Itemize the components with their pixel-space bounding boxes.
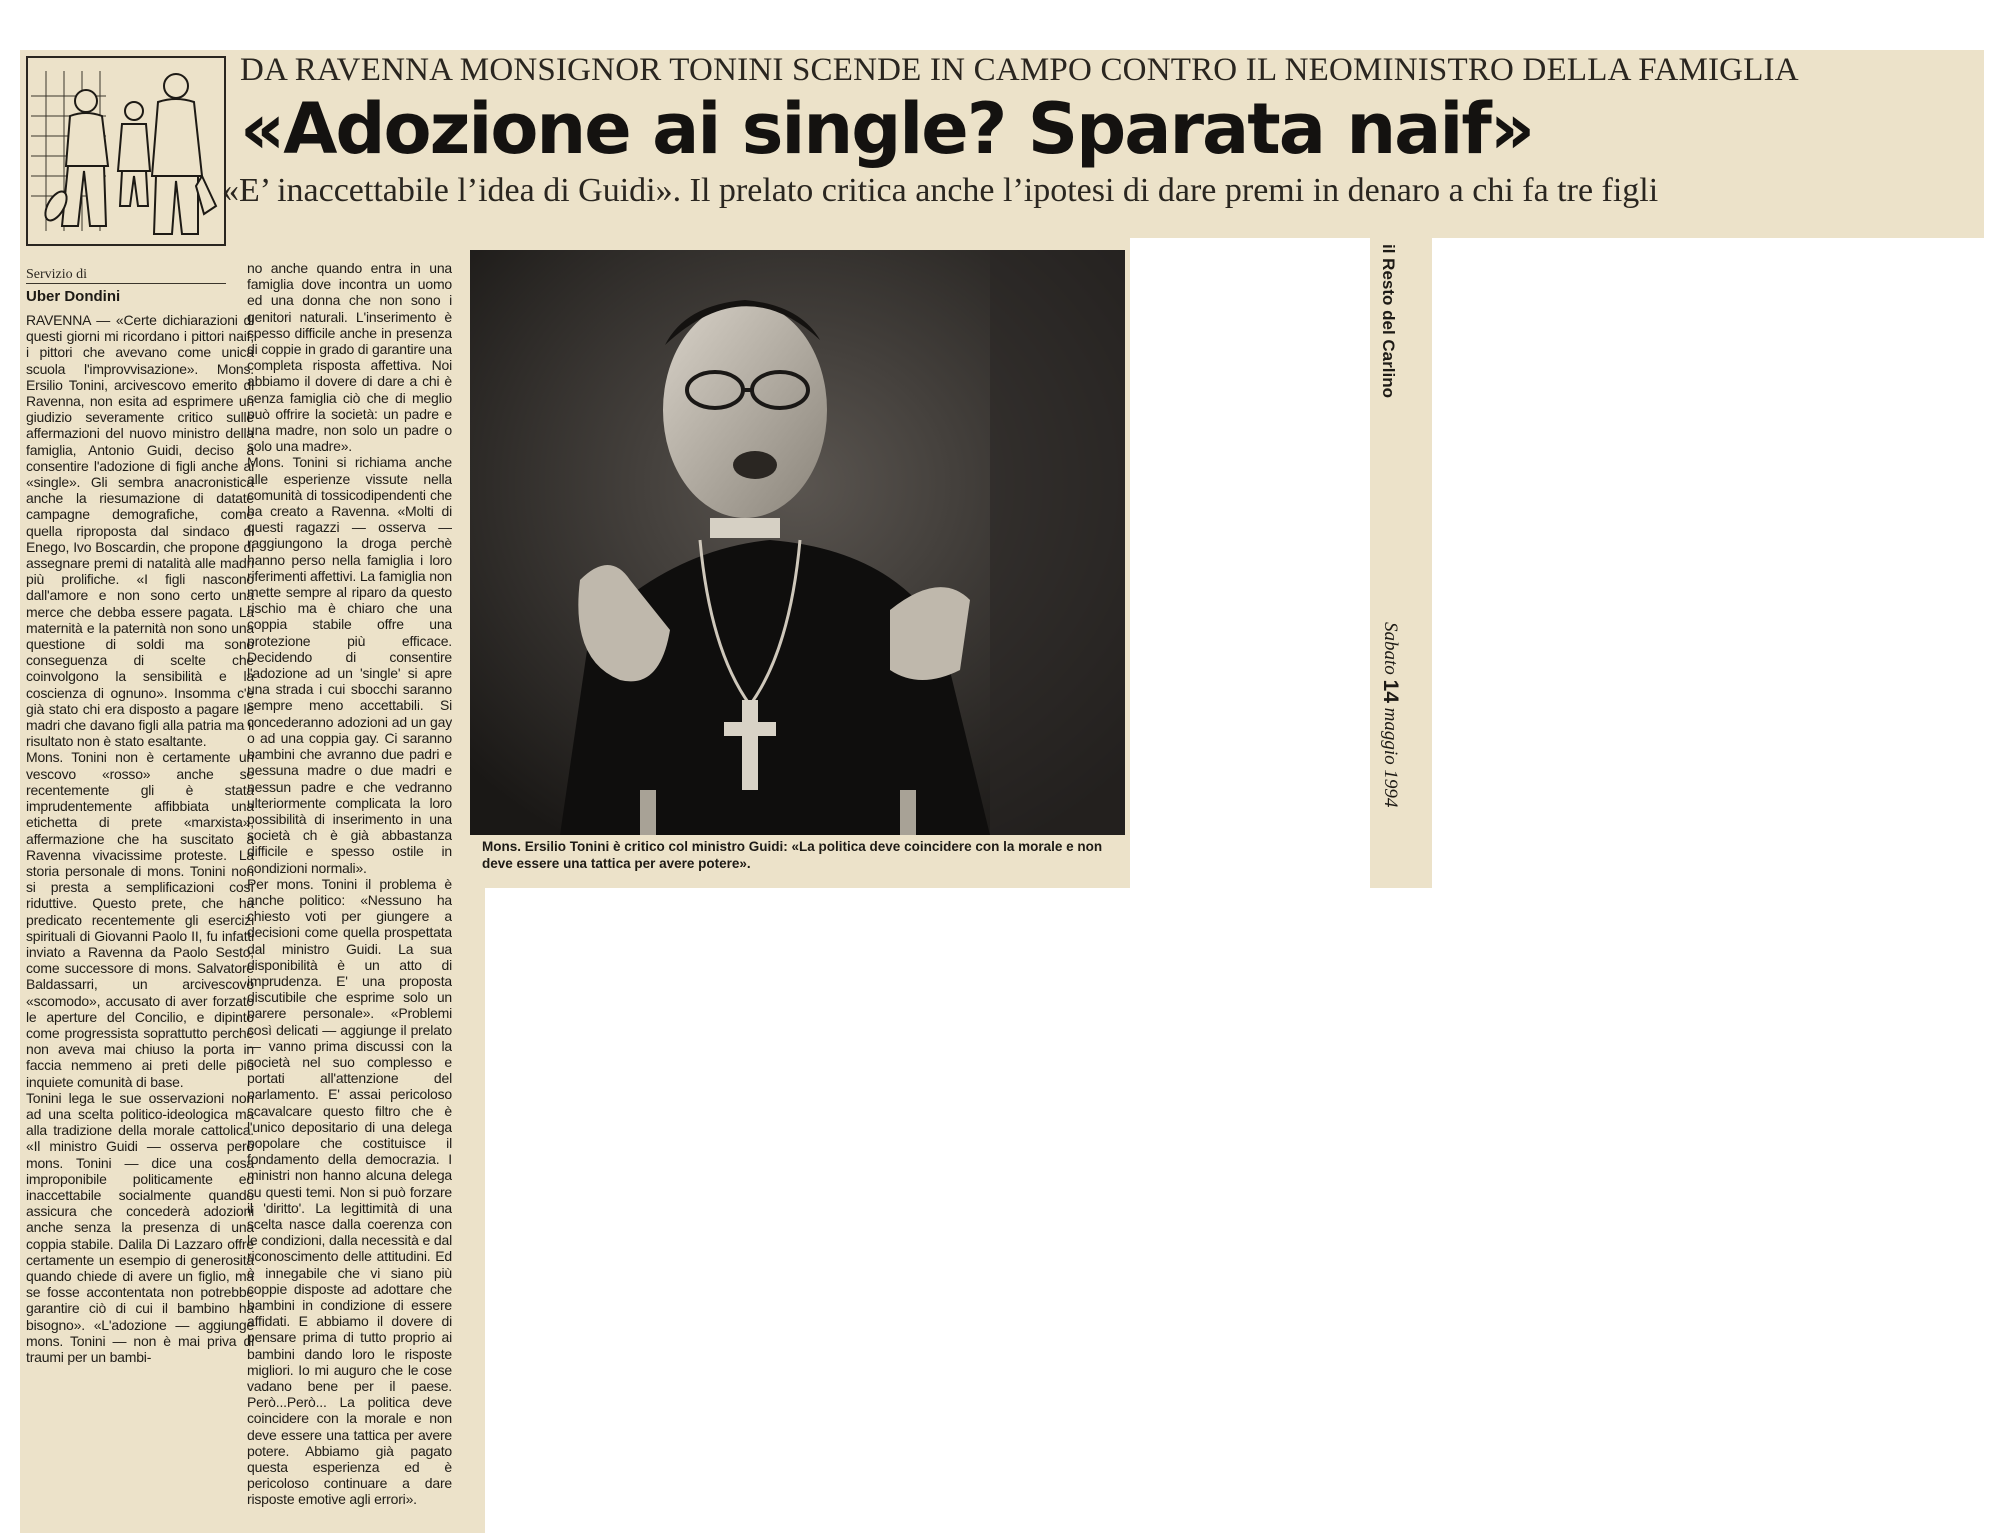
article-paragraph: Mons. Tonini si richiama anche alle esperienze vissute nella comunità di tossicodipendenti che ha creato a Ravenna. «Molti di questi ragazzi — osserva — raggiungono la droga perchè hanno perso nella famiglia i loro riferimenti affettivi. La famiglia non mette sempre al riparo da questo rischio ma è chiaro che una coppia stabile offre una protezione più efficace. Decidendo di consentire l'adozione ad un 'single' si apre una strada i cui sbocchi saranno sempre meno accettabili. Si concederanno adozioni ad un gay o ad una coppia gay. Ci saranno bambini che avranno due padri e nessuna madre o due madri e nessun padre e che vedranno ulteriormente complicata la loro possibilità di inserimento in una società ch è già abbastanza difficile e spesso ostile in condizioni normali».	[247, 454, 452, 876]
article-paragraph: Per mons. Tonini il problema è anche politico: «Nessuno ha chiesto voti per giungere a decisioni come quella prospettata dal ministro Guidi. La sua disponibilità è un atto di imprudenza. E' una proposta discutibile che esprime solo un parere personale». «Problemi così delicati — aggiunge il prelato — vanno prima discussi con la società nel suo complesso e portati all'attenzione del parlamento. E' assai pericoloso scavalcare questo filtro che è l'unico depositario di una delega popolare che costituisce il fondamento della democrazia. I ministri non hanno alcuna delega su questi temi. Non si può forzare il 'diritto'. La legittimità di una scelta nasce dalla coerenza con le condizioni, dalla necessità e dal riconoscimento delle attitudini. Ed è innegabile che vi siano più coppie disposte ad adottare che bambini in condizione di essere affidati. E abbiamo il dovere di pensare prima di tutto proprio ai bambini dando loro le risposte migliori. Io mi auguro che le cose vadano bene per il paese. Però...Però... La politica deve coincidere con la morale e non deve essere una tattica per avere potere. Abbiamo già pagato questa esperienza ed è pericoloso continuare a dare risposte emotive agli errori».	[247, 875, 452, 1508]
byline-author: Uber Dondini	[26, 288, 121, 305]
publication-date-text	[1378, 622, 1402, 807]
article-paragraph: Tonini lega le sue osservazioni non ad una scelta politico-ideologica ma alla tradizione della morale cattolica. «Il ministro Guidi — osserva però mons. Tonini — dice una cosa improponibile politicamente ed inaccettabile socialmente quando assicura che concederà adozioni anche senza la presenza di una coppia stabile. Dalila Di Lazzaro offre certamente un esempio di generosità quando chiede di avere un figlio, ma se fosse accontentata non potrebbe garantire ciò di cui il bambino ha bisogno». «L'adozione — aggiunge mons. Tonini — non è mai priva di traumi per un bambi-	[26, 1089, 254, 1365]
date-weekday: Sabato	[1380, 622, 1401, 675]
publication-date	[1378, 622, 1424, 880]
date-year: 1994	[1380, 769, 1401, 808]
byline-label: Servizio di	[26, 267, 88, 282]
article-column-1	[26, 312, 254, 1530]
photo-caption: Mons. Ersilio Tonini è critico col ministro Guidi: «La politica deve coincidere con la morale e non deve essere una tattica per avere potere».	[482, 839, 1103, 871]
newspaper-name-text: il Resto del Carlino	[1379, 244, 1398, 398]
article-column-2	[247, 260, 452, 1530]
article-paragraph: RAVENNA — «Certe dichiarazioni di questi giorni mi ricordano i pittori naif, i pittori che avevano come unica scuola l'improvvisazione». Mons. Ersilio Tonini, arcivescovo emerito di Ravenna, non esita ad esprimere un giudizio severamente critico sulle affermazioni del nuovo ministro della famiglia, Antonio Guidi, deciso a consentire l'adozione di figli anche ai «single». Gli sembra anacronistica anche la riesumazione di datate campagne demografiche, come quella riproposta dal sindaco di Enego, Ivo Boscardin, che propone di assegnare premi di natalità alle madri più prolifiche. «I figli nascono dall'amore e non sono certo una merce che debba essere pagata. La maternità e la paternità non sono una questione di soldi ma sono conseguenza di scelte che coinvolgono la sensibilità e la coscienza di ognuno». Insomma c'è già stato chi era disposto a pagare le madri che davano figli alla patria ma il risultato non è stato esaltante.	[26, 312, 254, 750]
article-paragraph: Mons. Tonini non è certamente un vescovo «rosso» anche se recentemente gli è stata imprudentemente affibbiata una etichetta di prete «marxista», affermazione che ha suscitato a Ravenna vivacissime proteste. La storia personale di mons. Tonini non si presta a semplificazioni così riduttive. Questo prete, che ha predicato recentemente gli esercizi spirituali di Giovanni Paolo II, fu infatti inviato a Ravenna da Paolo Sesto, come successore di mons. Salvatore Baldassarri, un arcivescovo «scomodo», accusato di aver forzato le aperture del Concilio, e dipinto come progressista soprattutto perchè non aveva mai chiuso la porta in faccia nemmeno ai preti delle più inquiete comunità di base.	[26, 749, 254, 1090]
newspaper-name	[1378, 244, 1424, 454]
family-section-logo-icon	[26, 56, 226, 246]
headline-kicker: DA RAVENNA MONSIGNOR TONINI SCENDE IN CAMPO CONTRO IL NEOMINISTRO DELLA FAMIGLIA	[240, 52, 1799, 88]
article-paragraph: no anche quando entra in una famiglia dove incontra un uomo ed una donna che non sono i genitori naturali. L'inserimento è spesso difficile anche in presenza di coppie in grado di garantire una completa risposta affettiva. Noi abbiamo il dovere di dare a chi è senza famiglia ciò che di meglio può offrire la società: un padre e una madre, non solo un padre o solo una madre».	[247, 260, 452, 455]
date-day: 14	[1379, 679, 1402, 703]
subheadline: «E’ inaccettabile l’idea di Guidi». Il prelato critica anche l’ipotesi di dare premi in denaro a chi fa tre figli	[222, 172, 1659, 209]
photo-monsignor-tonini	[470, 250, 1125, 835]
byline-divider	[26, 283, 226, 284]
main-headline: «Adozione ai single? Sparata naif»	[240, 88, 1534, 170]
date-month: maggio	[1380, 707, 1401, 765]
